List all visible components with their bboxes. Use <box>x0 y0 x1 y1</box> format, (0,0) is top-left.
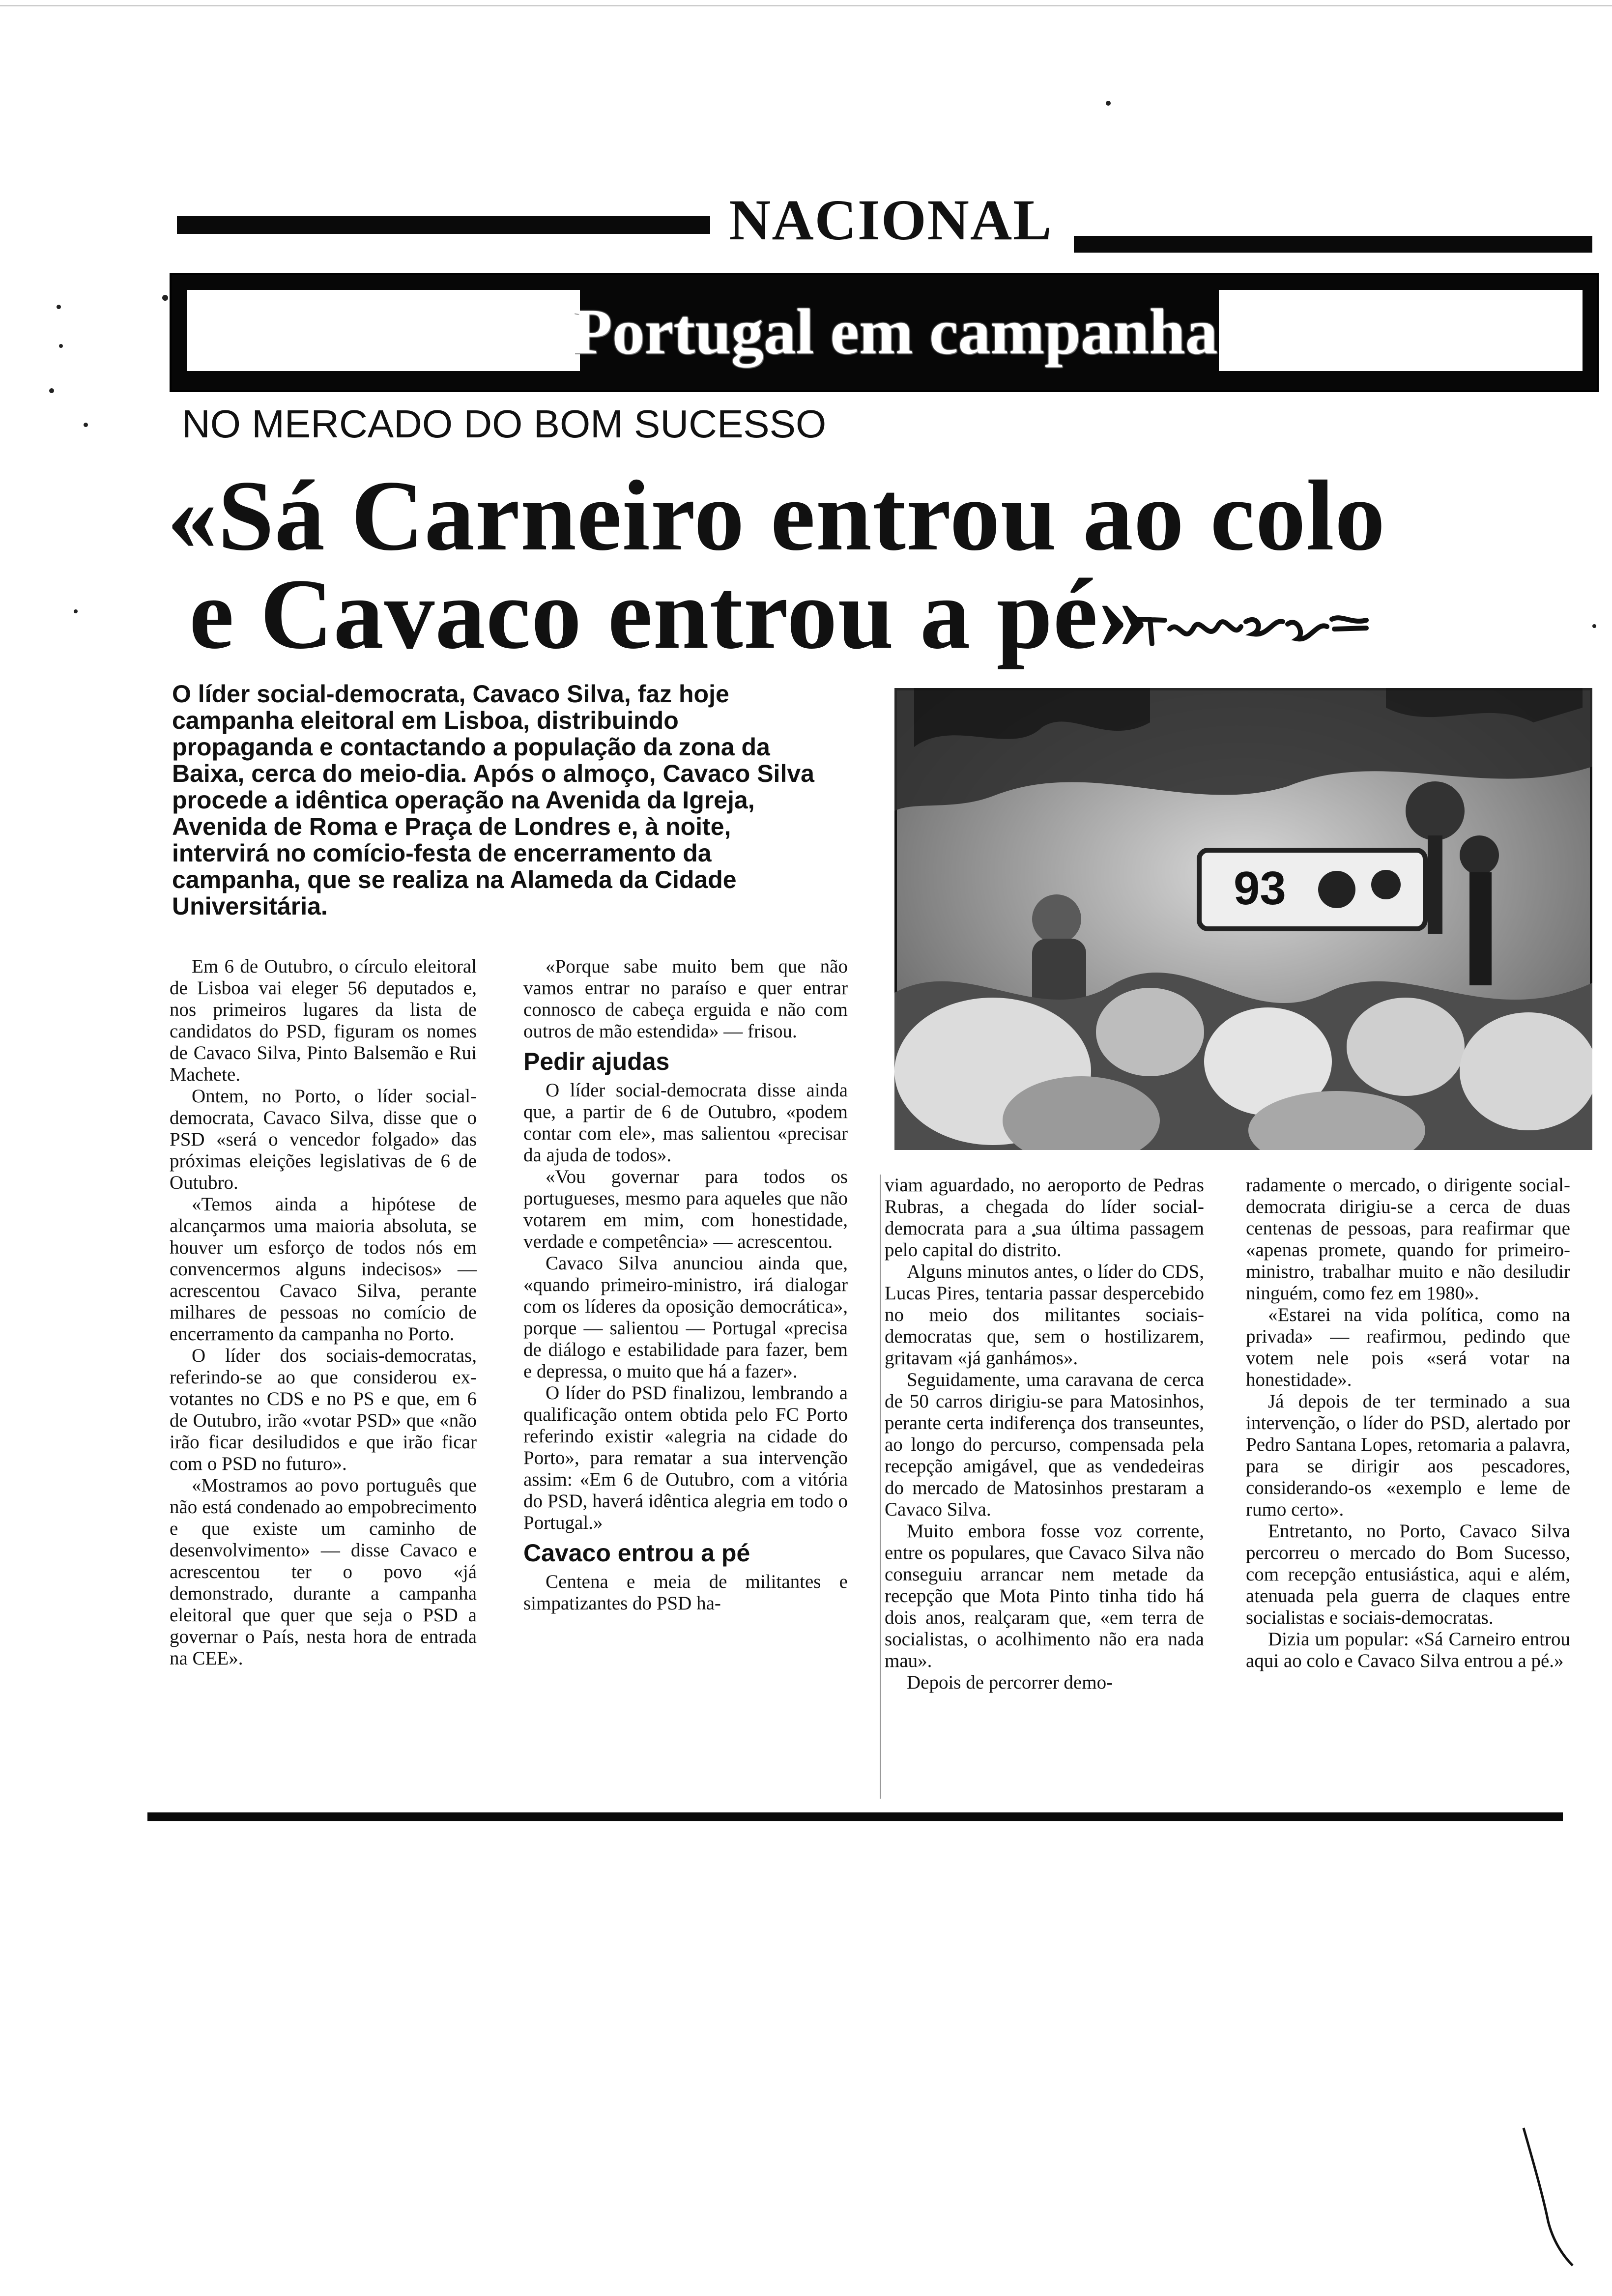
article-lead: O líder social-democrata, Cavaco Silva, faz hoje campanha eleitoral em Lisboa, distribuindo propaganda e contactando a população da zona da Baixa, cerca do meio-dia. Após o almoço, Cavaco Silva procede a idêntica operação na Avenida da Igreja, Avenida de Roma e Praça de Londres e, à noite, intervirá no comício-festa de encerramento da campanha, que se realiza na Alameda da Cidade Universitária. <box>172 680 814 920</box>
col1-paragraph-1: Em 6 de Outubro, o círculo eleitoral de Lisboa vai eleger 56 deputados e, nos primeiros lugares da lista de candidatos do PSD, figuram os nomes de Cavaco Silva, Pinto Balsemão e Rui Machete. <box>170 956 477 1085</box>
col4-paragraph-1: radamente o mercado, o dirigente social-democrata dirigiu-se a cerca de duas centenas de pessoas, para reafirmar que «apenas promete, quando for primeiro-ministro, trabalhar muito e não desiludir ninguém, como fez em 1980». <box>1246 1175 1570 1304</box>
scan-speck <box>57 305 61 309</box>
scan-speck <box>49 388 54 393</box>
subhead-cavaco-entrou-a-pe: Cavaco entrou a pé <box>523 1539 750 1567</box>
scan-speck <box>1592 624 1596 628</box>
section-rule-right <box>1074 236 1592 253</box>
column-separator <box>880 1175 881 1799</box>
col3-paragraph-4: Muito embora fosse voz corrente, entre os populares, que Cavaco Silva não conseguiu arrancar nem metade da recepção que Mota Pinto tinha tido há dois anos, realçaram que, «em terra de socialistas, o acolhimento não era nada mau». <box>885 1521 1204 1671</box>
banner-blank-panel-right <box>1219 290 1583 371</box>
article-column-3 <box>885 1175 1204 1799</box>
article-bottom-rule <box>147 1812 1563 1821</box>
col4-paragraph-4: Entretanto, no Porto, Cavaco Silva percorreu o mercado do Bom Sucesso, com recepção entusiástica, aqui e além, atenuada pela guerra de claques entre socialistas e sociais-democratas. <box>1246 1521 1570 1628</box>
scan-speck <box>84 423 88 427</box>
col2-paragraph-5: O líder do PSD finalizou, lembrando a qualificação ontem obtida pelo FC Porto referindo existir «alegria na cidade do Porto», para rematar a sua intervenção assim: «Em 6 de Outubro, com a vitória do PSD, haverá idêntica alegria em todo o Portugal.» <box>523 1382 848 1533</box>
top-scan-line <box>0 5 1612 6</box>
col2-paragraph-1: «Porque sabe muito bem que não vamos entrar no paraíso e quer entrar connosco de cabeça erguida e não com outros de mão estendida» — frisou. <box>523 956 848 1042</box>
col3-paragraph-3: Seguidamente, uma caravana de cerca de 50 carros dirigiu-se para Matosinhos, perante certa indiferença dos transeuntes, ao longo do percurso, compensada pela recepção amigável, que as vendedeiras do mercado de Matosinhos prestaram a Cavaco Silva. <box>885 1369 1204 1520</box>
subhead-pedir-ajudas: Pedir ajudas <box>523 1048 670 1075</box>
scan-speck <box>162 295 168 301</box>
col3-paragraph-1: viam aguardado, no aeroporto de Pedras Rubras, a chegada do líder social-democrata para a sua última passagem pelo capital do distrito. <box>885 1175 1204 1261</box>
col1-paragraph-5: «Mostramos ao povo português que não está condenado ao empobrecimento e que existe um caminho de desenvolvimento» — disse Cavaco e acrescentou ter o povo «já demonstrado, durante a campanha eleitoral que quer que seja o PSD a governar o País, nesta hora de entrada na CEE». <box>170 1475 477 1669</box>
col3-paragraph-2: Alguns minutos antes, o líder do CDS, Lucas Pires, tentaria passar despercebido no meio dos militantes sociais-democratas que, sem o hostilizarem, gritavam «já ganhámos». <box>885 1261 1204 1369</box>
section-label: NACIONAL <box>729 188 1053 252</box>
headline-line-2: e Cavaco entrou a pé» <box>189 558 1150 670</box>
campaign-crowd-photo <box>894 688 1592 1150</box>
col4-paragraph-5: Dizia um popular: «Sá Carneiro entrou aqui ao colo e Cavaco Silva entrou a pé.» <box>1246 1629 1570 1671</box>
col2-paragraph-6: Centena e meia de militantes e simpatizantes do PSD ha- <box>523 1571 848 1614</box>
article-column-1 <box>170 956 477 1779</box>
article-column-2 <box>523 956 848 1801</box>
handwritten-scrawl <box>1135 600 1371 654</box>
col1-paragraph-2: Ontem, no Porto, o líder social-democrata, Cavaco Silva, disse que o PSD «será o vencedor folgado» das próximas eleições legislativas de 6 de Outubro. <box>170 1086 477 1193</box>
banner-title: Portugal em campanha <box>573 295 1218 368</box>
scan-speck <box>1106 101 1111 106</box>
col3-paragraph-5: Depois de percorrer demo- <box>907 1672 1113 1693</box>
col4-paragraph-2: «Estarei na vida política, como na privada» — reafirmou, pedindo que votem nele pois «será votar na honestidade». <box>1246 1304 1570 1390</box>
col2-paragraph-2: O líder social-democrata disse ainda que, a partir de 6 de Outubro, «podem contar com ele», mas salientou «precisar da ajuda de todos». <box>523 1080 848 1166</box>
banner-blank-panel-left <box>187 290 580 371</box>
col2-paragraph-3: «Vou governar para todos os portugueses, mesmo para aqueles que não votarem em mim, com honestidade, verdade e competência» — acrescentou. <box>523 1166 848 1252</box>
scan-mark <box>1519 2123 1578 2270</box>
scan-speck <box>59 344 63 348</box>
col4-paragraph-3: Já depois de ter terminado a sua intervenção, o líder do PSD, alertado por Pedro Santana Lopes, retomaria a palavra, para se dirigir aos pescadores, considerando-os «exemplo e leme de rumo certo». <box>1246 1391 1570 1520</box>
col1-paragraph-3: «Temos ainda a hipótese de alcançarmos uma maioria absoluta, se houver um esforço de todos nós em convencermos alguns indecisos» — acrescentou Cavaco Silva, perante milhares de pessoas no comício de encerramento da campanha no Porto. <box>170 1194 477 1345</box>
col2-paragraph-4: Cavaco Silva anunciou ainda que, «quando primeiro-ministro, irá dialogar com os líderes da oposição democrática», porque — salientou — Portugal «precisa de diálogo e estabilidade para fazer, bem e depressa, o muito que há a fazer». <box>523 1253 848 1382</box>
article-kicker: NO MERCADO DO BOM SUCESSO <box>182 402 827 446</box>
photo-banner-text: 93 <box>1234 862 1286 915</box>
section-rule-left <box>177 216 710 234</box>
headline-line-1: «Sá Carneiro entrou ao colo <box>167 460 1386 572</box>
article-column-4 <box>1246 1175 1570 1799</box>
scan-speck <box>74 609 78 613</box>
col1-paragraph-4: O líder dos sociais-democratas, referindo-se ao que considerou ex-votantes no CDS e no PS e que, em 6 de Outubro, irão «votar PSD» que «não irão ficar desiludidos e que irão ficar com o PSD no futuro». <box>170 1345 477 1474</box>
